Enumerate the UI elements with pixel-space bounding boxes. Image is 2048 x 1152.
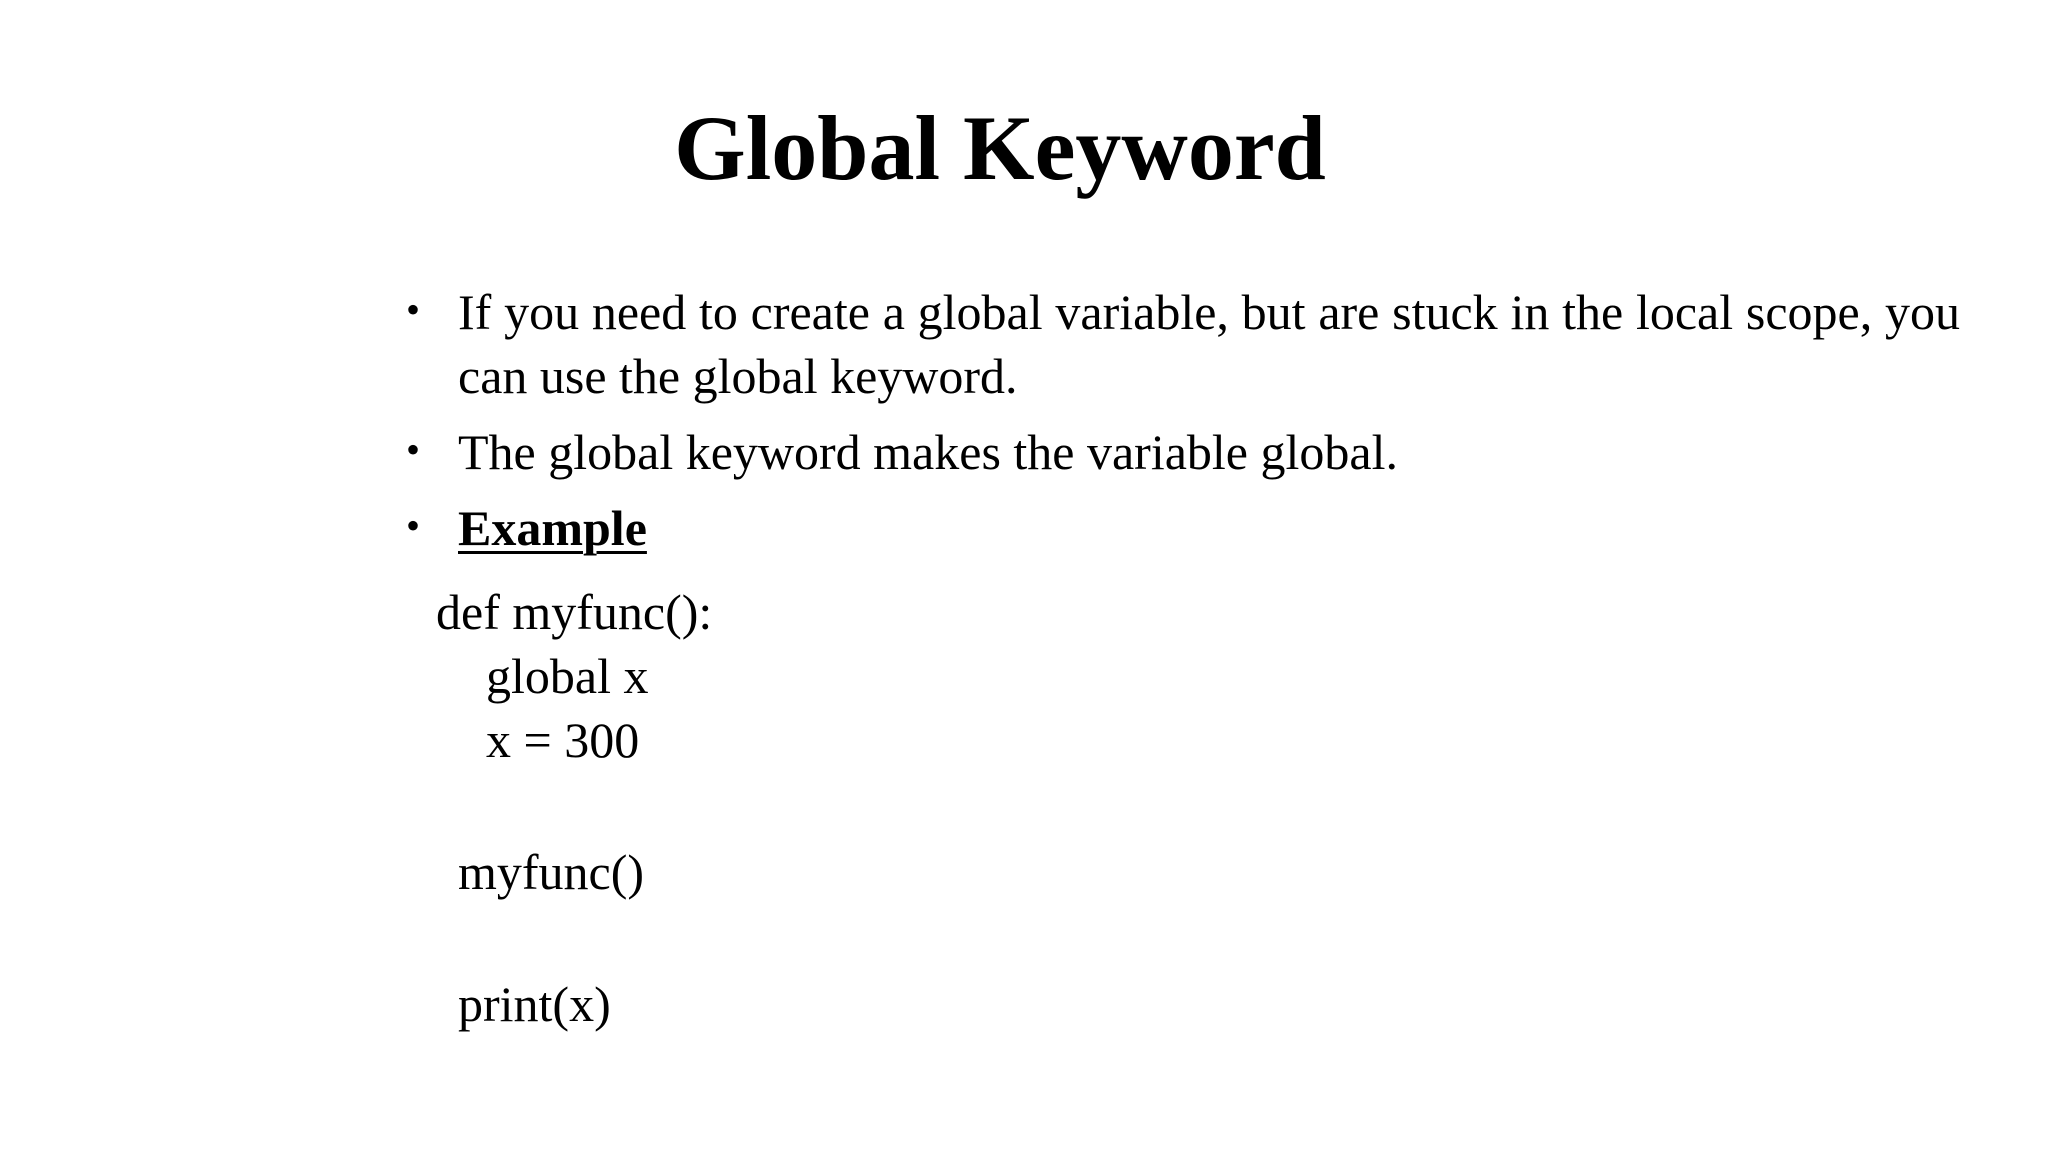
code-line-global: global x: [486, 648, 649, 704]
bullet-dot: •: [406, 287, 421, 332]
bullet-text-2: The global keyword makes the variable global.: [458, 424, 1398, 480]
bullet-text-1: If you need to create a global variable, but are stuck in the local scope, you can use the global keyword.: [458, 284, 1960, 404]
bullet-list: [400, 280, 1960, 572]
code-line-assign: x = 300: [486, 712, 640, 768]
bullet-item-1: [400, 280, 1960, 408]
bullet-item-2: [400, 420, 1960, 484]
slide-title: Global Keyword: [674, 97, 1326, 199]
bullet-dot: •: [406, 503, 421, 548]
bullet-dot: •: [406, 427, 421, 472]
example-label: Example: [458, 500, 647, 556]
code-line-call: myfunc(): [458, 844, 645, 900]
code-line-def: def myfunc():: [436, 584, 713, 640]
bullet-item-3: [400, 496, 1960, 560]
code-line-print: print(x): [458, 976, 611, 1032]
